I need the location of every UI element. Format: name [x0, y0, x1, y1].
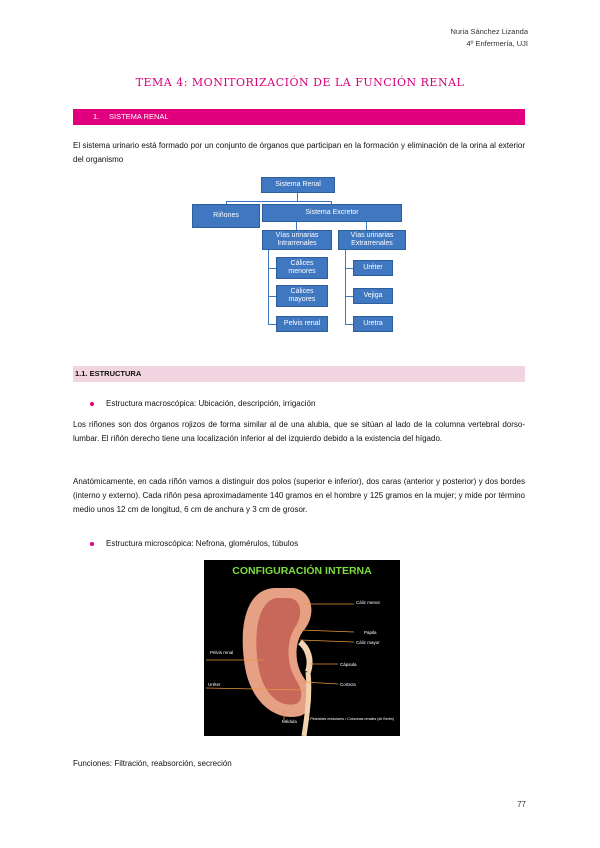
section-label: 1.1. ESTRUCTURA [75, 369, 142, 378]
figure-title: CONFIGURACIÓN INTERNA [232, 565, 372, 577]
diagram-calices-mayores: Cálices mayores [276, 285, 328, 307]
functions-line: Funciones: Filtración, reabsorción, secreción [73, 759, 232, 768]
bullet-text: Estructura macroscópica: Ubicación, descripción, irrigación [106, 399, 316, 408]
renal-pelvis [300, 642, 310, 672]
label-capsula: Cápsula [340, 662, 357, 667]
label-caliz-mayor: Cáliz mayor [356, 640, 380, 645]
bullet-dot [90, 402, 94, 406]
bullet-dot [90, 542, 94, 546]
diagram-ureter: Uréter [353, 260, 393, 276]
label-medula-items: • Pirámides medulares • Columnas renales (de Bertin) [308, 717, 395, 721]
bullet-microscopica [90, 539, 298, 548]
kidney-figure [204, 560, 400, 736]
course-name: 4º Enfermería, UJI [466, 39, 528, 48]
page-number: 77 [517, 800, 526, 809]
diagram-calices-menores: Cálices menores [276, 257, 328, 279]
intro-paragraph: El sistema urinario está formado por un conjunto de órganos que participan en la formación y eliminación de la orina al exterior del organismo [73, 141, 525, 164]
diagram-rinones: Riñones [192, 204, 260, 228]
diagram-sistema-excretor: Sistema Excretor [262, 204, 402, 222]
label-papila: Papila [364, 630, 377, 635]
paragraph-anatomia: Anatómicamente, en cada riñón vamos a distinguir dos polos (superior e inferior), dos caras (anterior y posterior) y dos bordes (interno y externo). Cada riñón pesa aproximadamente 140 gramos en el hombre y 125 gramos en la mujer; y mide por término medio unos 12 cm de longitud, 6 cm de anchura y 3 cm de grosor. [73, 477, 525, 514]
label-pelvis: Pelvis renal [210, 650, 234, 655]
bullet-text: Estructura microscópica: Nefrona, glomérulos, túbulos [106, 539, 299, 548]
section-heading-sistema-renal [73, 109, 525, 125]
diagram-pelvis-renal: Pelvis renal [276, 316, 328, 332]
diagram-vias-extrarrenales: Vías urinarias Extrarrenales [338, 230, 406, 250]
page-title: TEMA 4: MONITORIZACIÓN DE LA FUNCIÓN RENAL [135, 76, 465, 89]
section-heading-estructura [73, 366, 525, 382]
diagram-vejiga: Vejiga [353, 288, 393, 304]
label-caliz-menor: Cáliz menor [356, 600, 381, 605]
section-label: SISTEMA RENAL [109, 112, 169, 121]
section-number: 1. [93, 112, 100, 121]
author-name: Nuria Sánchez Lizanda [450, 27, 528, 36]
label-corteza: Corteza [340, 682, 356, 687]
paragraph-rinones: Los riñones son dos órganos rojizos de forma similar al de una alubia, que se sitúan al lado de la columna vertebral dorso-lumbar. El riñón derecho tiene una localización inferior al del izquierdo debido a la existencia del hígado. [73, 420, 525, 443]
label-ureter: Uréter [208, 682, 221, 687]
diagram-root: Sistema Renal [261, 177, 335, 193]
label-medula: Médula [282, 719, 297, 724]
bullet-macroscopica [90, 399, 315, 408]
diagram-uretra: Uretra [353, 316, 393, 332]
page-header [450, 26, 528, 50]
diagram-vias-intrarrenales: Vías urinarias Intrarrenales [262, 230, 332, 250]
kidney-illustration [204, 560, 400, 736]
